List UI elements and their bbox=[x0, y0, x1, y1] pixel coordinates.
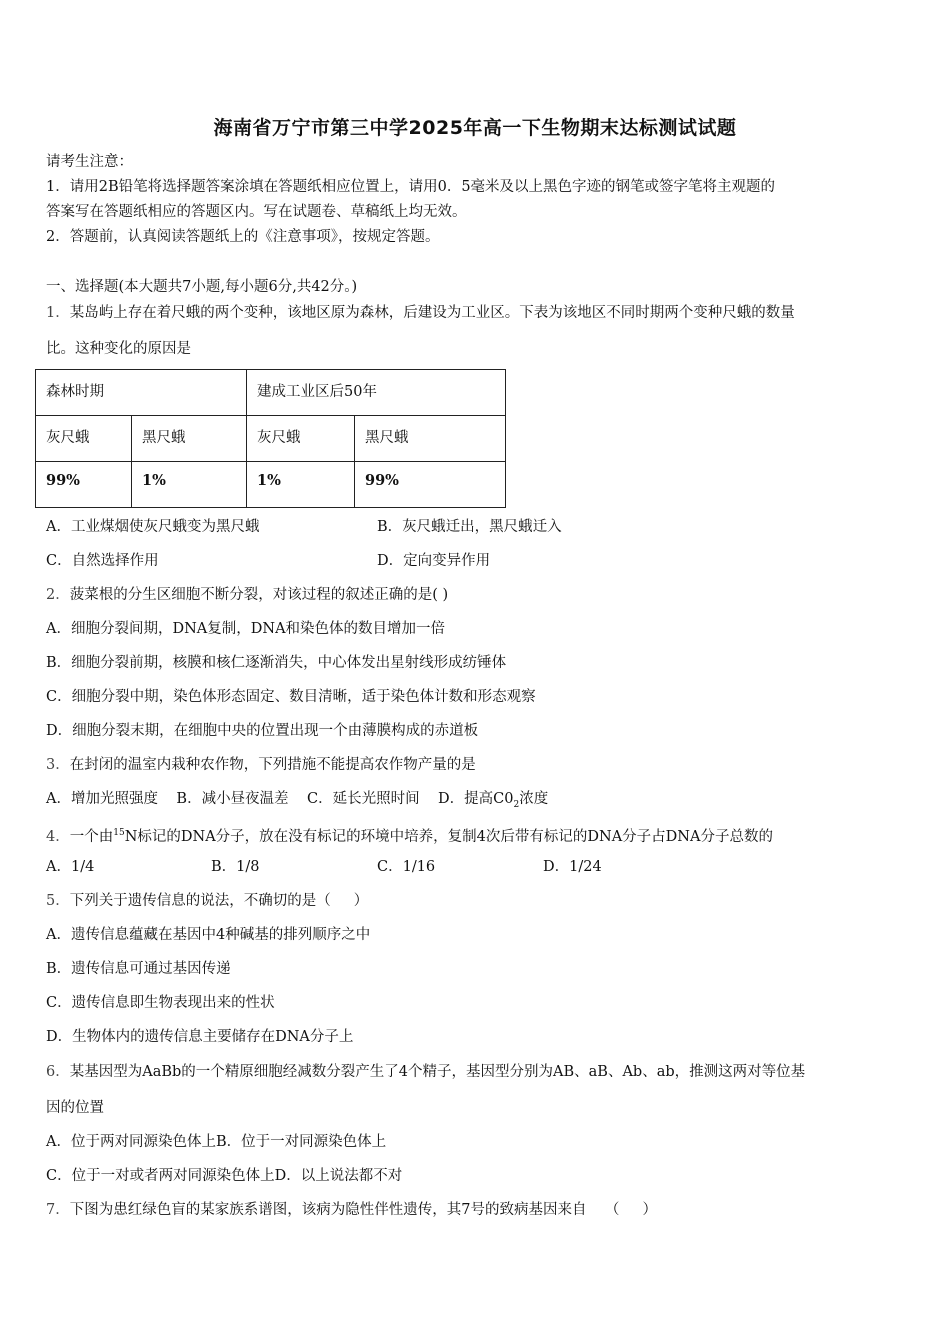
notice-line-1: 1．请用2B铅笔将选择题答案涂填在答题纸相应位置上，请用0．5毫米及以上黑色字迹的钢笔或签字笔将主观题的 bbox=[46, 179, 776, 195]
question-4-option-d: D．1/24 bbox=[543, 859, 602, 875]
moth-ratio-table bbox=[35, 369, 506, 508]
question-6-stem-line2: 因的位置 bbox=[46, 1100, 104, 1116]
question-5-option-d: D．生物体内的遗传信息主要储存在DNA分子上 bbox=[46, 1029, 354, 1045]
question-3-number: 3． bbox=[46, 757, 70, 773]
question-6-number: 6． bbox=[46, 1064, 70, 1080]
table-cell-period-industrial: 建成工业区后50年 bbox=[247, 370, 506, 416]
question-5-stem: 5．下列关于遗传信息的说法，不确切的是（ ） bbox=[46, 893, 369, 909]
question-1-option-b: B．灰尺蛾迁出，黑尺蛾迁入 bbox=[377, 519, 562, 535]
question-2-number: 2． bbox=[46, 587, 70, 603]
notice-line-3: 2．答题前，认真阅读答题纸上的《注意事项》，按规定答题。 bbox=[46, 229, 440, 245]
question-5-number: 5． bbox=[46, 893, 70, 909]
section-heading: 一、选择题(本大题共7小题,每小题6分,共42分。) bbox=[46, 279, 358, 295]
notice-heading: 请考生注意： bbox=[46, 154, 133, 170]
question-5-option-b: B．遗传信息可通过基因传递 bbox=[46, 961, 231, 977]
question-1-option-d: D．定向变异作用 bbox=[377, 553, 491, 569]
question-3-stem: 3．在封闭的温室内栽种农作物，下列措施不能提高农作物产量的是 bbox=[46, 757, 476, 773]
question-4-option-b: B．1/8 bbox=[211, 859, 260, 875]
question-6-options-cd: C．位于一对或者两对同源染色体上D．以上说法都不对 bbox=[46, 1168, 403, 1184]
question-2-option-b: B．细胞分裂前期，核膜和核仁逐渐消失，中心体发出星射线形成纺锤体 bbox=[46, 655, 507, 671]
table-cell-header: 黑尺蛾 bbox=[355, 416, 506, 462]
table-cell-value: 99% bbox=[355, 462, 506, 508]
question-1-stem-line1: 1．某岛屿上存在着尺蛾的两个变种，该地区原为森林，后建设为工业区。下表为该地区不同时期两个变种尺蛾的数量 bbox=[46, 305, 795, 321]
table-cell-value: 1% bbox=[132, 462, 247, 508]
question-6-options-ab: A．位于两对同源染色体上B．位于一对同源染色体上 bbox=[46, 1134, 387, 1150]
question-1-option-c: C．自然选择作用 bbox=[46, 553, 159, 569]
question-4-stem: 4．一个由$^{15}$N标记的DNA分子，放在没有标记的环境中培养，复制4次后带有标记的DNA分子占DNA分子总数的 bbox=[46, 828, 773, 845]
question-6-stem-line1: 6．某基因型为AaBb的一个精原细胞经减数分裂产生了4个精子，基因型分别为AB、aB、Ab、ab，推测这两对等位基 bbox=[46, 1064, 806, 1080]
table-cell-header: 灰尺蛾 bbox=[36, 416, 132, 462]
question-2-option-d: D．细胞分裂末期，在细胞中央的位置出现一个由薄膜构成的赤道板 bbox=[46, 723, 479, 739]
table-cell-value: 99% bbox=[36, 462, 132, 508]
question-2-option-c: C．细胞分裂中期，染色体形态固定、数目清晰，适于染色体计数和形态观察 bbox=[46, 689, 536, 705]
question-1-option-a: A．工业煤烟使灰尺蛾变为黑尺蛾 bbox=[46, 519, 260, 535]
question-5-option-a: A．遗传信息蕴藏在基因中4种碱基的排列顺序之中 bbox=[46, 927, 371, 943]
question-4-number: 4． bbox=[46, 828, 70, 845]
question-1-stem-line2: 比。这种变化的原因是 bbox=[46, 341, 191, 357]
question-2-option-a: A．细胞分裂间期，DNA复制，DNA和染色体的数目增加一倍 bbox=[46, 621, 446, 637]
page-title: 海南省万宁市第三中学2025年高一下生物期末达标测试试题 bbox=[213, 117, 737, 139]
question-3-options: A．增加光照强度 B．减小昼夜温差 C．延长光照时间 D．提高$C0_2$浓度 bbox=[46, 791, 549, 810]
table-cell-header: 黑尺蛾 bbox=[132, 416, 247, 462]
table-cell-period-forest: 森林时期 bbox=[36, 370, 247, 416]
question-4-option-c: C．1/16 bbox=[377, 859, 436, 875]
question-7-number: 7． bbox=[46, 1202, 70, 1218]
notice-line-2: 答案写在答题纸相应的答题区内。写在试题卷、草稿纸上均无效。 bbox=[46, 204, 467, 220]
table-cell-value: 1% bbox=[247, 462, 355, 508]
question-4-option-a: A．1/4 bbox=[46, 859, 95, 875]
question-1-number: 1． bbox=[46, 305, 70, 321]
question-2-stem: 2．菠菜根的分生区细胞不断分裂，对该过程的叙述正确的是( ) bbox=[46, 587, 449, 603]
question-7-stem: 7．下图为患红绿色盲的某家族系谱图，该病为隐性伴性遗传，其7号的致病基因来自 （ ） bbox=[46, 1202, 657, 1218]
question-5-option-c: C．遗传信息即生物表现出来的性状 bbox=[46, 995, 275, 1011]
table-cell-header: 灰尺蛾 bbox=[247, 416, 355, 462]
